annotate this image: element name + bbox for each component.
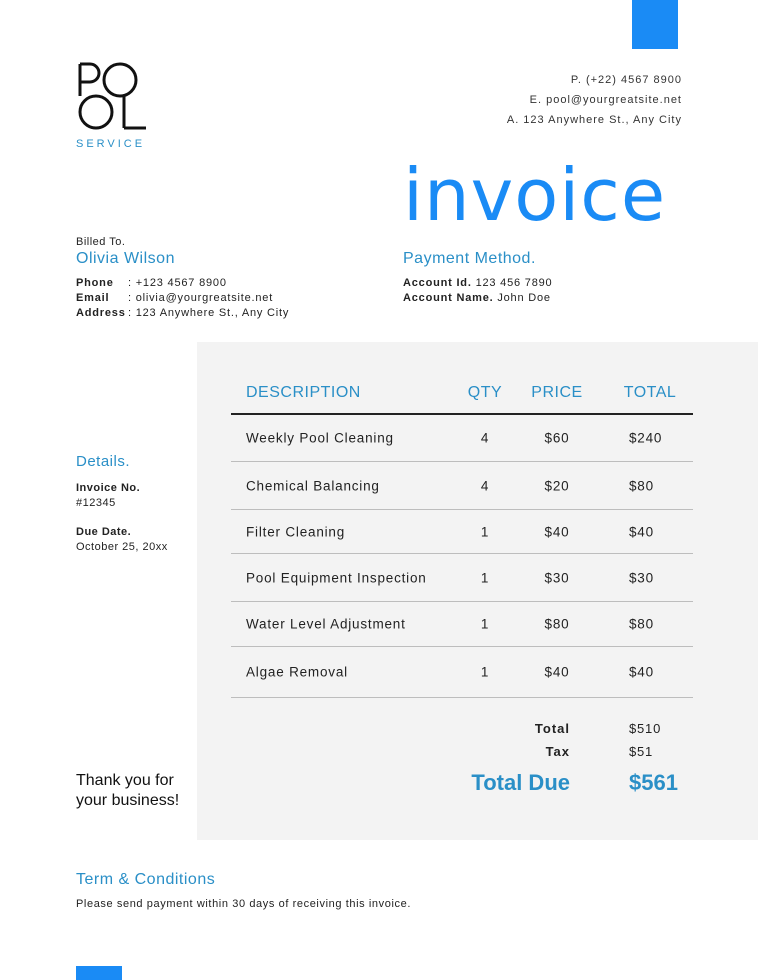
row-qty: 1 (480, 570, 490, 585)
client-phone-value: : +123 4567 8900 (128, 277, 227, 289)
invoice-number-value: #12345 (76, 497, 116, 509)
subtotal-label: Total (534, 721, 570, 736)
row-qty: 4 (480, 430, 490, 446)
total-due-label: Total Due (471, 770, 570, 795)
payment-method-heading: Payment Method. (403, 250, 536, 267)
row-description: Weekly Pool Cleaning (246, 430, 394, 446)
client-address-value: : 123 Anywhere St., Any City (128, 307, 290, 319)
account-id (403, 277, 552, 289)
row-description: Water Level Adjustment (246, 616, 406, 632)
row-total: $80 (629, 616, 654, 632)
table-row (231, 602, 693, 647)
invoice-number-label: Invoice No. (76, 482, 141, 494)
client-email-value: : olivia@yourgreatsite.net (128, 292, 274, 304)
row-total: $240 (629, 430, 663, 446)
row-total: $30 (629, 570, 654, 585)
row-total: $80 (629, 478, 654, 493)
account-name-label: Account Name. (403, 292, 494, 304)
total-due-value: $561 (629, 770, 678, 795)
table-row (231, 462, 693, 510)
client-phone-label: Phone (76, 277, 114, 289)
row-qty: 4 (480, 478, 490, 493)
row-description: Filter Cleaning (246, 524, 346, 539)
row-price: $60 (544, 430, 570, 446)
row-description: Algae Removal (246, 664, 348, 680)
row-total: $40 (629, 664, 654, 680)
thank-you-note: Thank you for your business! (76, 772, 180, 809)
company-email: E. pool@yourgreatsite.net (529, 94, 682, 106)
row-price: $80 (544, 616, 570, 632)
decorative-bottom-rect (76, 966, 122, 980)
row-price: $20 (544, 478, 570, 493)
due-date-value: October 25, 20xx (76, 541, 168, 553)
client-address-label: Address (76, 307, 126, 319)
header-description: DESCRIPTION (246, 384, 361, 401)
company-address: A. 123 Anywhere St., Any City (506, 114, 682, 126)
table-row (231, 554, 693, 602)
account-id-value: 123 456 7890 (475, 277, 553, 289)
details-heading: Details. (76, 453, 131, 470)
header-price: PRICE (531, 384, 583, 401)
due-date-label: Due Date. (76, 526, 132, 538)
client-address (76, 307, 289, 319)
row-qty: 1 (480, 524, 490, 539)
row-price: $40 (544, 524, 570, 539)
header-qty: QTY (467, 384, 503, 401)
row-qty: 1 (480, 664, 490, 680)
terms-heading: Term & Conditions (76, 871, 216, 888)
billed-to-label: Billed To. (76, 236, 126, 248)
client-email-label: Email (76, 292, 110, 304)
logo-subtitle: SERVICE (76, 138, 146, 150)
row-qty: 1 (480, 616, 490, 632)
client-email (76, 292, 273, 304)
tax-value: $51 (629, 744, 654, 759)
account-name-value: John Doe (497, 292, 551, 304)
row-description: Chemical Balancing (246, 478, 380, 493)
subtotal-value: $510 (629, 721, 662, 736)
row-price: $30 (544, 570, 570, 585)
row-total: $40 (629, 524, 654, 539)
tax-label: Tax (545, 744, 570, 759)
row-price: $40 (544, 664, 570, 680)
table-row (231, 415, 693, 462)
account-name (403, 292, 551, 304)
invoice-title: invoice (403, 153, 667, 237)
row-description: Pool Equipment Inspection (246, 570, 427, 585)
pool-logo (76, 60, 156, 132)
terms-text: Please send payment within 30 days of receiving this invoice. (76, 898, 411, 910)
header-total: TOTAL (623, 384, 677, 401)
company-phone: P. (+22) 4567 8900 (570, 74, 682, 86)
table-row (231, 647, 693, 698)
decorative-top-rect (632, 0, 678, 49)
client-name: Olivia Wilson (76, 250, 175, 267)
table-row (231, 510, 693, 554)
client-phone (76, 277, 227, 289)
account-id-label: Account Id. (403, 277, 472, 289)
